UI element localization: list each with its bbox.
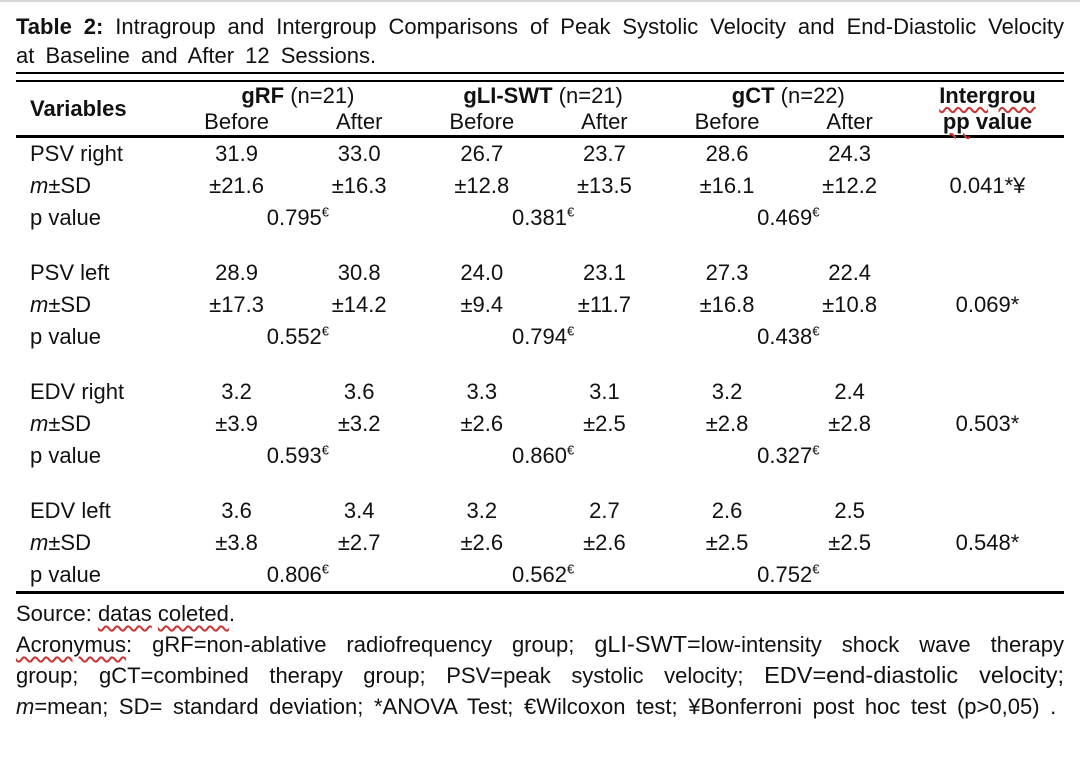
- subheader-gct-after: After: [788, 109, 911, 137]
- cell-msd-label: m±SD: [30, 292, 91, 317]
- cell-mean: 3.2: [466, 498, 498, 523]
- cell-group-pvalue: 0.562€: [511, 561, 575, 587]
- row-spacer: [16, 472, 1064, 495]
- cell-variable: EDV right: [30, 379, 125, 404]
- cell-intergroup-empty: [911, 376, 1064, 408]
- row-pvalue-1: [16, 321, 1064, 353]
- cell-pvalue-label: p value: [30, 562, 101, 587]
- cell-variable: PSV right: [30, 141, 123, 166]
- cell-intergroup-pvalue: 0.503*: [955, 411, 1020, 436]
- group-n-grf: (n=21): [290, 82, 355, 108]
- source-note: Source: datas coleted.: [16, 601, 235, 626]
- cell-sd: ±17.3: [209, 292, 265, 317]
- cell-msd-label: m±SD: [30, 173, 91, 198]
- cell-mean: 3.1: [589, 379, 620, 404]
- subheader-gliswt-before: Before: [421, 109, 544, 137]
- row-pvalue-2: [16, 440, 1064, 472]
- cell-group-pvalue: 0.860€: [511, 442, 575, 468]
- cell-mean: 22.4: [828, 260, 872, 285]
- column-header-grf: [175, 82, 420, 109]
- cell-group-pvalue: 0.806€: [266, 561, 330, 587]
- cell-intergroup-empty: [911, 440, 1064, 472]
- cell-mean: 2.5: [834, 498, 865, 523]
- cell-sd: ±16.3: [331, 173, 387, 198]
- cell-sd: ±2.5: [583, 411, 626, 436]
- acronyms-note: Acronymus: gRF=non-ablative radiofrequency group; gLI-SWT=low-intensity shock wave therapy group; gCT=combined therapy group; PSV=peak systolic velocity; EDV=end-diastolic velocity; m=mean; SD= standard deviation; *ANOVA Test; €Wilcoxon test; ¥Bonferroni post hoc test (p>0,05) .: [16, 631, 1064, 719]
- cell-group-pvalue: 0.381€: [511, 204, 575, 230]
- cell-mean: 30.8: [337, 260, 381, 285]
- group-name-gliswt: gLI-SWT: [463, 82, 553, 108]
- cell-sd: ±2.6: [460, 530, 504, 555]
- cell-sd: ±3.2: [337, 411, 381, 436]
- cell-mean: 3.3: [466, 379, 498, 404]
- cell-mean: 31.9: [215, 141, 258, 166]
- wilcoxon-superscript: €: [812, 323, 820, 339]
- group-name-grf: gRF: [241, 82, 285, 108]
- cell-mean: 3.2: [711, 379, 743, 404]
- cell-pvalue-label: p value: [30, 205, 101, 230]
- subheader-gliswt-after: After: [543, 109, 666, 137]
- table-top-double-rule: [16, 72, 1064, 82]
- table-caption-text: Intragroup and Intergroup Comparisons of Peak Systolic Velocity and End-Diastolic Velocity at Baseline and After 12 Sessions.: [16, 14, 1064, 68]
- wilcoxon-superscript: €: [567, 323, 575, 339]
- cell-intergroup-empty: [911, 257, 1064, 289]
- cell-intergroup-empty: [911, 321, 1064, 353]
- cell-sd: ±2.6: [460, 411, 504, 436]
- cell-intergroup-empty: [911, 559, 1064, 593]
- cell-sd: ±21.6: [209, 173, 265, 198]
- cell-sd: ±2.6: [583, 530, 626, 555]
- cell-sd: ±14.2: [331, 292, 387, 317]
- subheader-grf-before: Before: [175, 109, 298, 137]
- cell-group-pvalue: 0.593€: [266, 442, 330, 468]
- cell-mean: 26.7: [460, 141, 504, 166]
- spacer-cell: [16, 234, 1064, 257]
- wilcoxon-superscript: €: [321, 561, 330, 577]
- cell-group-pvalue: 0.795€: [266, 204, 330, 230]
- wilcoxon-superscript: €: [812, 561, 820, 577]
- cell-mean: 2.6: [711, 498, 743, 523]
- cell-group-pvalue: 0.469€: [757, 204, 820, 230]
- cell-variable: PSV left: [30, 260, 110, 285]
- row-mean-0: [16, 137, 1064, 171]
- results-table: [16, 82, 1064, 594]
- column-header-gct: [666, 82, 911, 109]
- table-caption: [16, 12, 1064, 70]
- cell-mean: 28.6: [705, 141, 749, 166]
- cell-pvalue-label: p value: [30, 324, 101, 349]
- subheader-gct-before: Before: [666, 109, 789, 137]
- subheader-grf-after: After: [298, 109, 421, 137]
- wilcoxon-superscript: €: [321, 204, 330, 220]
- cell-mean: 2.4: [834, 379, 865, 404]
- row-spacer: [16, 353, 1064, 376]
- cell-sd: ±13.5: [576, 173, 632, 198]
- column-header-gliswt: [421, 82, 666, 109]
- cell-sd: ±2.5: [705, 530, 749, 555]
- cell-mean: 27.3: [705, 260, 749, 285]
- cell-sd: ±16.1: [699, 173, 755, 198]
- cell-sd: ±12.2: [822, 173, 878, 198]
- row-pvalue-0: [16, 202, 1064, 234]
- row-mean-1: [16, 257, 1064, 289]
- cell-sd: ±11.7: [577, 292, 632, 317]
- cell-sd: ±10.8: [822, 292, 878, 317]
- wilcoxon-superscript: €: [812, 204, 820, 220]
- column-header-intergroup: [911, 82, 1064, 137]
- wilcoxon-superscript: €: [812, 442, 820, 458]
- wilcoxon-superscript: €: [321, 442, 330, 458]
- cell-msd-label: m±SD: [30, 530, 91, 555]
- row-mean-3: [16, 495, 1064, 527]
- cell-sd: ±2.7: [337, 530, 381, 555]
- intergroup-header-line1: Intergrou: [939, 82, 1036, 108]
- cell-mean: 33.0: [337, 141, 381, 166]
- cell-mean: 2.7: [589, 498, 620, 523]
- cell-sd: ±2.8: [705, 411, 749, 436]
- cell-mean: 23.1: [583, 260, 626, 285]
- wilcoxon-superscript: €: [567, 561, 575, 577]
- cell-intergroup-empty: [911, 495, 1064, 527]
- row-sd-3: [16, 527, 1064, 559]
- row-sd-1: [16, 289, 1064, 321]
- cell-group-pvalue: 0.752€: [757, 561, 820, 587]
- row-spacer: [16, 234, 1064, 257]
- cell-mean: 3.6: [343, 379, 375, 404]
- row-sd-2: [16, 408, 1064, 440]
- cell-intergroup-pvalue: 0.069*: [955, 292, 1020, 317]
- cell-sd: ±3.8: [215, 530, 258, 555]
- spacer-cell: [16, 353, 1064, 376]
- cell-pvalue-label: p value: [30, 443, 101, 468]
- column-header-variables: Variables: [16, 82, 175, 137]
- cell-mean: 3.6: [221, 498, 252, 523]
- cell-intergroup-empty: [911, 137, 1064, 171]
- cell-mean: 28.9: [215, 260, 258, 285]
- group-n-gliswt: (n=21): [558, 82, 623, 108]
- cell-intergroup-pvalue: 0.041*¥: [949, 173, 1026, 198]
- cell-sd: ±9.4: [460, 292, 504, 317]
- spacer-cell: [16, 472, 1064, 495]
- cell-sd: ±2.8: [828, 411, 871, 436]
- wilcoxon-superscript: €: [321, 323, 330, 339]
- cell-mean: 23.7: [583, 141, 626, 166]
- group-n-gct: (n=22): [780, 82, 845, 108]
- cell-sd: ±2.5: [828, 530, 871, 555]
- cell-sd: ±12.8: [454, 173, 510, 198]
- intergroup-header-value: value: [969, 108, 1033, 134]
- cell-group-pvalue: 0.438€: [757, 323, 820, 349]
- cell-intergroup-pvalue: 0.548*: [955, 530, 1020, 555]
- intergroup-header-pp: pp: [942, 108, 970, 134]
- cell-sd: ±16.8: [699, 292, 755, 317]
- cell-group-pvalue: 0.794€: [511, 323, 575, 349]
- row-pvalue-3: [16, 559, 1064, 593]
- cell-intergroup-empty: [911, 202, 1064, 234]
- cell-mean: 3.2: [221, 379, 252, 404]
- table-caption-label: Table 2:: [16, 14, 104, 39]
- wilcoxon-superscript: €: [567, 442, 575, 458]
- cell-group-pvalue: 0.552€: [266, 323, 330, 349]
- row-mean-2: [16, 376, 1064, 408]
- header-row-groups: [16, 82, 1064, 109]
- group-name-gct: gCT: [731, 82, 775, 108]
- wilcoxon-superscript: €: [567, 204, 575, 220]
- cell-sd: ±3.9: [215, 411, 258, 436]
- cell-mean: 3.4: [343, 498, 375, 523]
- cell-mean: 24.3: [828, 141, 872, 166]
- row-sd-0: [16, 170, 1064, 202]
- cell-mean: 24.0: [460, 260, 504, 285]
- cell-variable: EDV left: [30, 498, 111, 523]
- cell-group-pvalue: 0.327€: [757, 442, 820, 468]
- cell-msd-label: m±SD: [30, 411, 91, 436]
